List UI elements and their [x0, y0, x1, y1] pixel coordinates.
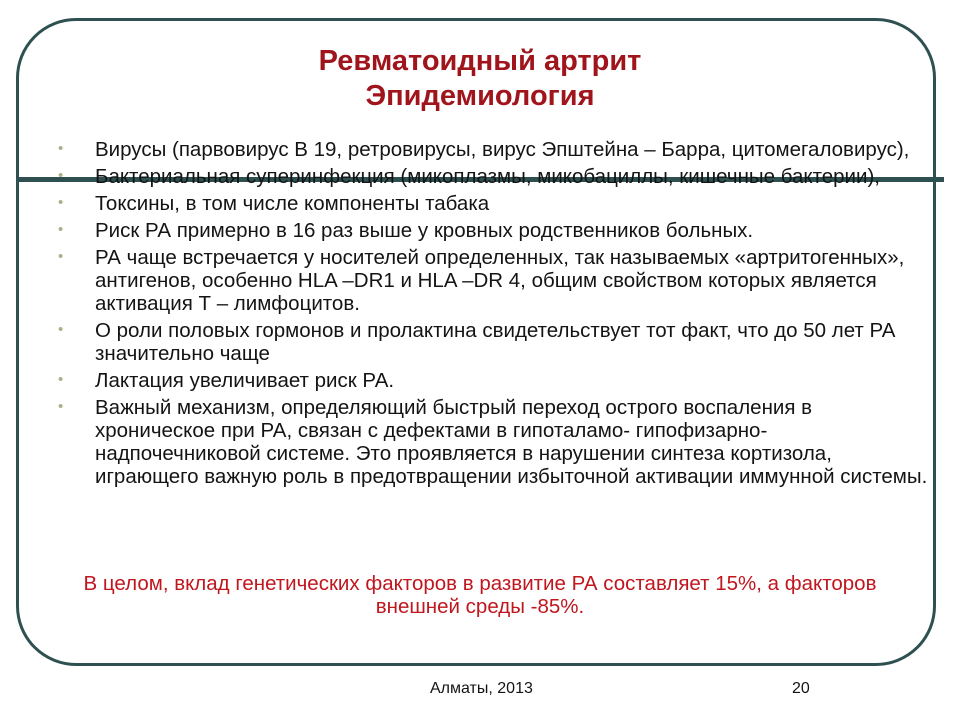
- bullet-item: [58, 396, 928, 488]
- bullet-dot-icon: •: [58, 321, 64, 338]
- bullet-text: О роли половых гормонов и пролактина свидетельствует тот факт, что до 50 лет РА значительно чаще: [95, 319, 896, 365]
- bullet-item: [58, 219, 928, 242]
- bullet-text: Бактериальная суперинфекция (микоплазмы, микобациллы, кишечные бактерии),: [95, 165, 880, 188]
- bullet-text: Вирусы (парвовирус В 19, ретровирусы, вирус Эпштейна – Барра, цитомегаловирус),: [95, 138, 910, 161]
- bullet-list: [58, 138, 928, 492]
- bullet-item: [58, 165, 928, 188]
- footer-page-number: 20: [792, 680, 810, 697]
- bullet-item: [58, 246, 928, 315]
- bullet-dot-icon: •: [58, 248, 64, 265]
- bullet-dot-icon: •: [58, 140, 64, 157]
- footer-location-year: Алматы, 2013: [430, 680, 533, 697]
- bullet-item: [58, 319, 928, 365]
- bullet-text: Лактация увеличивает риск РА.: [95, 369, 395, 392]
- bullet-text: Риск РА примерно в 16 раз выше у кровных родственников больных.: [95, 219, 754, 242]
- bullet-text: Токсины, в том числе компоненты табака: [95, 192, 490, 215]
- bullet-dot-icon: •: [58, 221, 64, 238]
- bullet-item: [58, 369, 928, 392]
- bullet-dot-icon: •: [58, 167, 64, 184]
- bullet-item: [58, 192, 928, 215]
- bullet-item: [58, 138, 928, 161]
- bullet-dot-icon: •: [58, 398, 64, 415]
- slide-title: [0, 44, 960, 114]
- slide-title-line-2: Эпидемиология: [365, 80, 595, 112]
- bullet-dot-icon: •: [58, 371, 64, 388]
- summary-text: В целом, вклад генетических факторов в развитие РА составляет 15%, а факторов внешней среды -85%.: [83, 572, 877, 618]
- bullet-text: РА чаще встречается у носителей определенных, так называемых «артритогенных», антигенов, особенно HLA –DR1 и HLA –DR 4, общим свойством которых является активация Т – лимфоцитов.: [95, 246, 905, 315]
- slide-title-line-1: Ревматоидный артрит: [318, 45, 642, 77]
- bullet-dot-icon: •: [58, 194, 64, 211]
- bullet-text: Важный механизм, определяющий быстрый переход острого воспаления в хроническое при РА, связан с дефектами в гипоталамо- гипофизарно-надпочечниковой системе. Это проявляется в нарушении синтеза кортизола, играющего важную роль в предотвращении избыточной активации иммунной системы.: [95, 396, 928, 488]
